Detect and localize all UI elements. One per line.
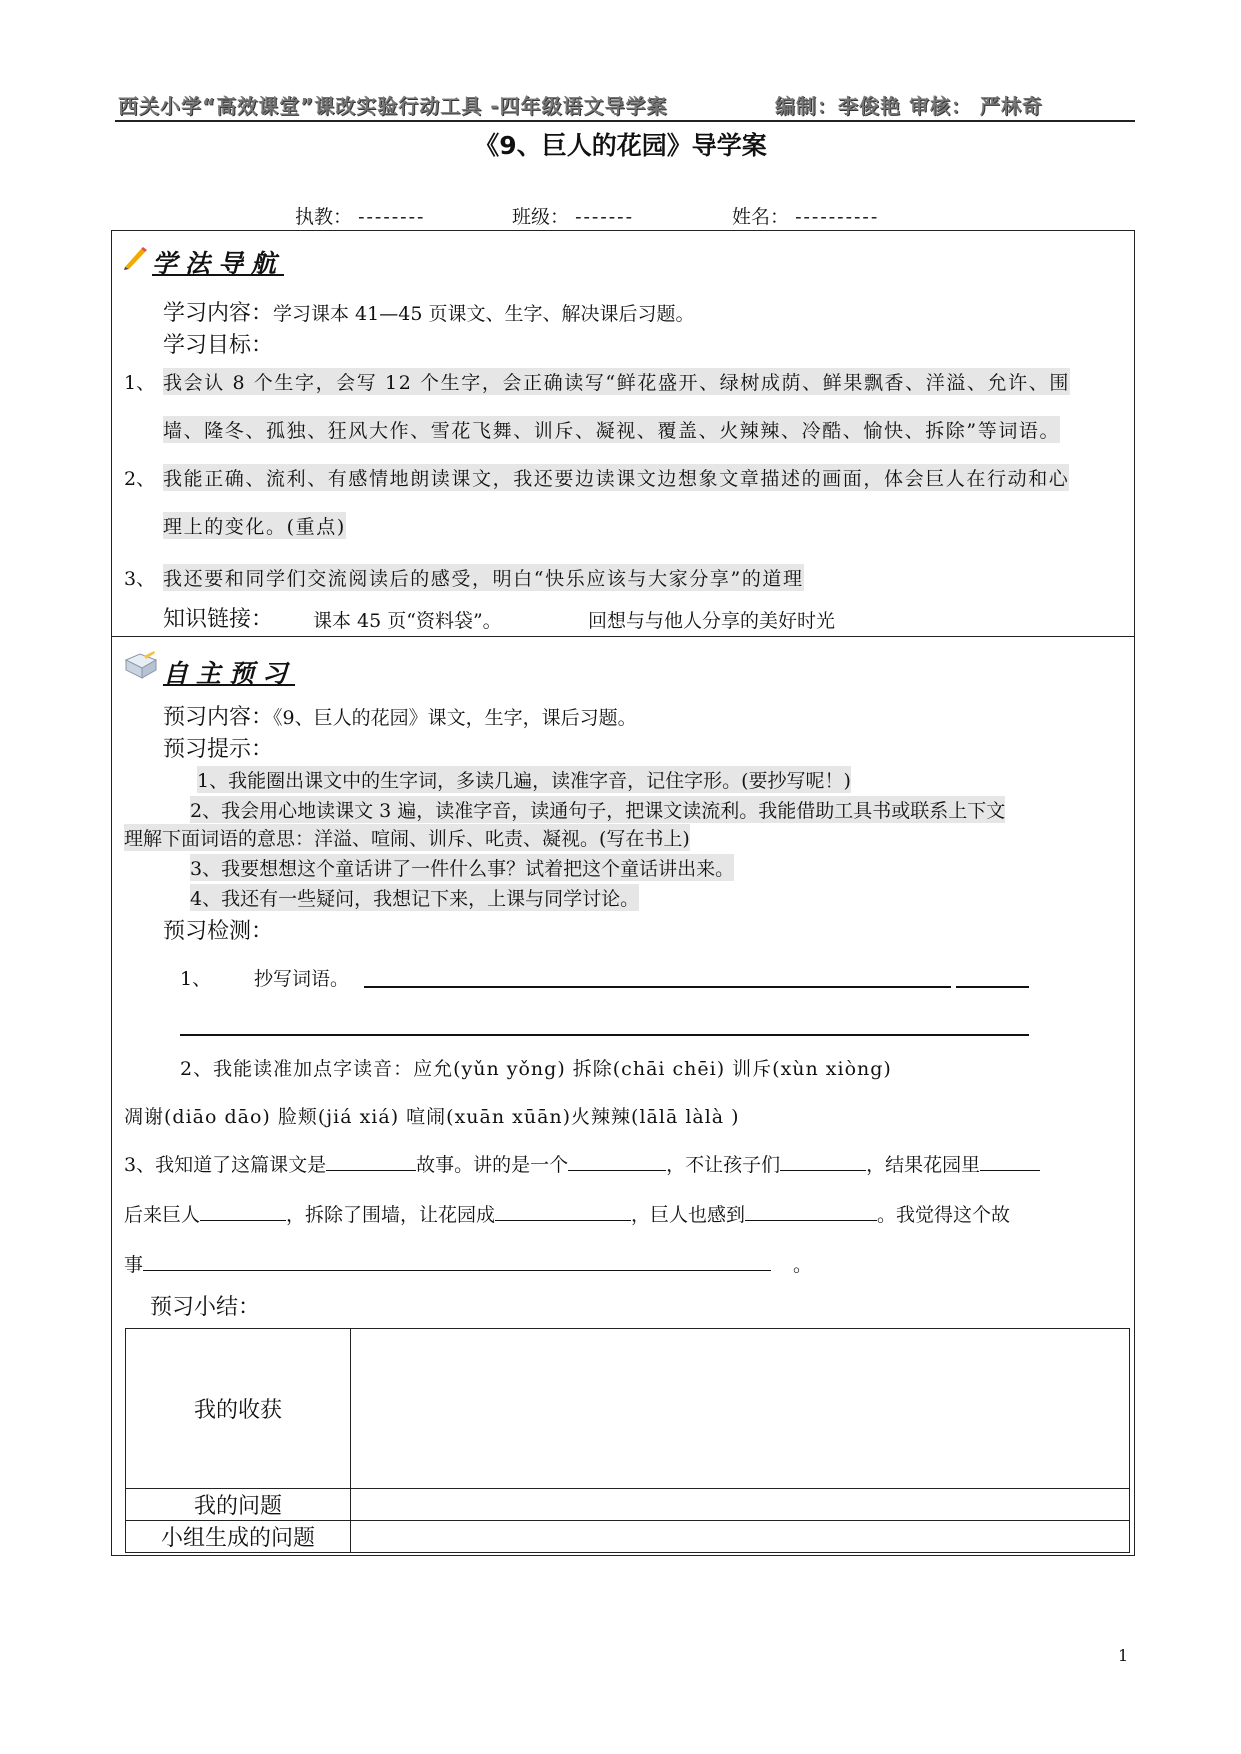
summary-cell-gains[interactable] <box>351 1329 1130 1489</box>
summary-label-group-questions: 小组生成的问题 <box>126 1521 351 1553</box>
summary-label-questions: 我的问题 <box>126 1489 351 1521</box>
preview-content <box>163 700 637 731</box>
q3-text-3: ，不让孩子们 <box>666 1154 781 1176</box>
preview-check-label: 预习检测： <box>163 919 274 944</box>
blank-giant-felt[interactable] <box>745 1200 877 1221</box>
header-editors: 编制：李俊艳 审核： 严林奇 <box>775 94 1043 118</box>
question-2-line-1: 2、我能读准加点字读音：应允(yǔn yǒng) 拆除(chāi chēi) 训斥(xùn xiòng) <box>180 1058 892 1080</box>
summary-row-group-questions <box>126 1521 1130 1553</box>
knowledge-text-2: 回想与与他人分享的美好时光 <box>588 610 836 632</box>
knowledge-text-1: 课本 45 页“资料袋”。 <box>313 610 502 632</box>
q3-text-10: 。 <box>793 1254 813 1276</box>
blank-who[interactable] <box>568 1150 666 1171</box>
blank-children[interactable] <box>780 1150 866 1171</box>
goal-3-line-1: 我还要和同学们交流阅读后的感受，明白“快乐应该与大家分享”的道理 <box>163 564 804 591</box>
q3-text-5: 后来巨人 <box>124 1204 201 1226</box>
q3-text-2: 故事。讲的是一个 <box>416 1154 569 1176</box>
q3-text-9: 事 <box>124 1254 144 1276</box>
q3-text-6: ，拆除了围墙，让花园成 <box>286 1204 496 1226</box>
preview-summary-label: 预习小结： <box>150 1295 261 1320</box>
study-content-label: 学习内容： <box>163 301 274 326</box>
preview-content-label: 预习内容： <box>163 705 274 730</box>
q3-text-4: ，结果花园里 <box>866 1154 981 1176</box>
teacher-field <box>295 202 425 229</box>
preview-tip-4: 4、我还有一些疑问，我想记下来，上课与同学讨论。 <box>190 884 639 911</box>
blank-opinion[interactable] <box>143 1250 771 1271</box>
preview-content-text: 《9、巨人的花园》课文，生字，课后习题。 <box>273 707 637 729</box>
goal-2-line-1: 我能正确、流利、有感情地朗读课文，我还要边读课文边想象文章描述的画面，体会巨人在行动和心 <box>163 464 1069 491</box>
section-title-self-preview: 自主预习 <box>163 659 296 688</box>
q3-text-1: 3、我知道了这篇课文是 <box>124 1154 327 1176</box>
preview-tip-3: 3、我要想想这个童话讲了一件什么事？试着把这个童话讲出来。 <box>190 854 734 881</box>
copy-words-line-1[interactable] <box>364 986 951 988</box>
section-title-study-guide: 学法导航 <box>152 249 285 278</box>
teacher-blank[interactable]: -------- <box>358 206 426 228</box>
goal-1-line-2: 墙、隆冬、孤独、狂风大作、雪花飞舞、训斥、凝视、覆盖、火辣辣、冷酷、愉快、拆除”等词语。 <box>163 416 1060 443</box>
name-blank[interactable]: ---------- <box>795 206 880 228</box>
study-goals-label: 学习目标： <box>163 333 274 358</box>
summary-table <box>125 1328 1130 1553</box>
q3-text-8: 。我觉得这个故 <box>877 1204 1011 1226</box>
preview-tip-2: 2、我会用心地读课文 3 遍，读准字音，读通句子，把课文读流利。我能借助工具书或联系上下文 <box>190 796 1005 823</box>
pencil-icon <box>122 246 148 270</box>
blank-giant-later[interactable] <box>200 1200 286 1221</box>
summary-cell-questions[interactable] <box>351 1489 1130 1521</box>
page-header <box>115 90 1135 122</box>
class-field <box>512 202 634 229</box>
section-divider <box>111 636 1135 637</box>
header-school: 西关小学“高效课堂”课改实验行动工具 -四年级语文导学案 <box>118 94 668 118</box>
preview-tip-1: 1、我能圈出课文中的生字词，多读几遍，读准字音，记住字形。(要抄写呢！) <box>197 766 851 793</box>
study-content <box>163 296 694 327</box>
page-number: 1 <box>1118 1646 1129 1665</box>
goal-3-number: 3、 <box>124 568 156 590</box>
knowledge-link <box>163 602 273 633</box>
question-1-text: 抄写词语。 <box>254 968 350 990</box>
copy-words-line-2[interactable] <box>180 1034 1029 1036</box>
page-title: 《9、巨人的花园》导学案 <box>474 131 767 160</box>
class-blank[interactable]: ------- <box>575 206 635 228</box>
name-field <box>732 202 879 229</box>
question-1-number: 1、 <box>180 968 212 990</box>
teacher-label: 执教： <box>295 206 353 228</box>
knowledge-label: 知识链接： <box>163 607 274 632</box>
summary-cell-group-questions[interactable] <box>351 1521 1130 1553</box>
q3-text-7: ，巨人也感到 <box>631 1204 746 1226</box>
preview-tips-label: 预习提示： <box>163 737 274 762</box>
summary-row-gains <box>126 1329 1130 1489</box>
blank-story-type[interactable] <box>326 1150 416 1171</box>
copy-words-line-1b[interactable] <box>956 986 1029 988</box>
question-3-line-1 <box>124 1150 1134 1177</box>
name-label: 姓名： <box>732 206 790 228</box>
goal-1-number: 1、 <box>124 372 156 394</box>
goal-2-number: 2、 <box>124 468 156 490</box>
goal-2-line-2: 理上的变化。(重点) <box>163 512 346 539</box>
question-2-line-2: 凋谢(diāo dāo) 脸颊(jiá xiá) 喧闹(xuān xūān)火辣辣(lālā làlà ) <box>124 1106 740 1128</box>
question-3-line-3 <box>124 1250 812 1277</box>
question-3-line-2 <box>124 1200 1134 1227</box>
summary-label-gains: 我的收获 <box>126 1329 351 1489</box>
blank-garden[interactable] <box>980 1150 1040 1171</box>
goal-1-line-1: 我会认 8 个生字，会写 12 个生字，会正确读写“鲜花盛开、绿树成荫、鲜果飘香、洋溢、允许、围 <box>163 368 1070 395</box>
preview-tip-2-cont: 理解下面词语的意思：洋溢、喧闹、训斥、叱责、凝视。(写在书上) <box>124 824 690 851</box>
class-label: 班级： <box>512 206 570 228</box>
book-icon <box>124 650 158 680</box>
study-content-text: 学习课本 41—45 页课文、生字、解决课后习题。 <box>273 303 695 325</box>
blank-garden-became[interactable] <box>495 1200 631 1221</box>
summary-row-questions <box>126 1489 1130 1521</box>
